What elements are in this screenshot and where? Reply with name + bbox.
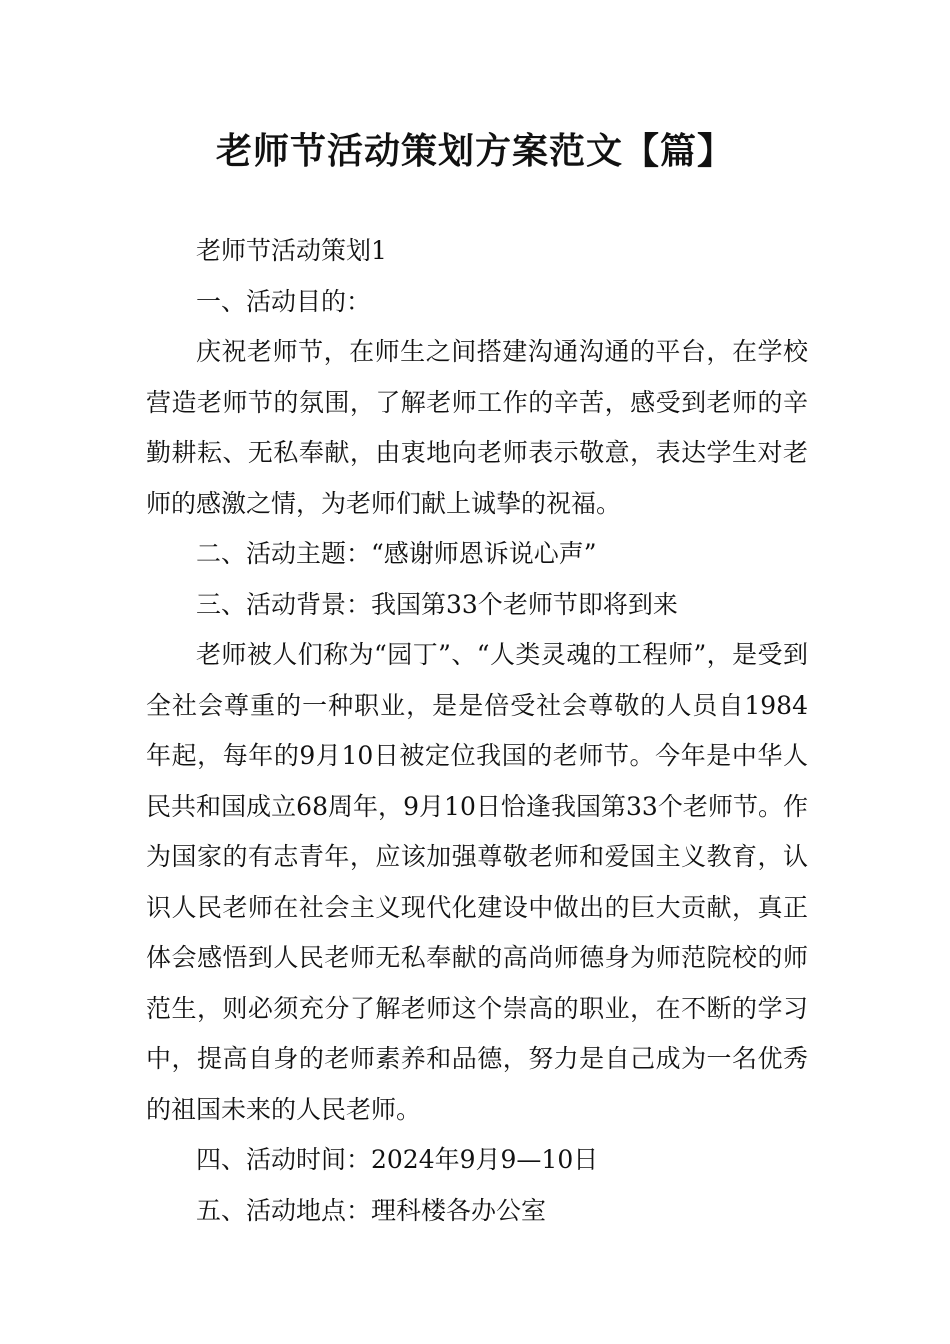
- document-title: 老师节活动策划方案范文【篇】: [215, 131, 734, 172]
- paragraph-background: 老师被人们称为“园丁”、“人类灵魂的工程师”，是受到全社会尊重的一种职业，是是倍受社会尊敬的人员自1984年起，每年的9月10日被定位我国的老师节。今年是中华人民共和国成立68周年，9月10日恰逢我国第33个老师节。作为国家的有志青年，应该加强尊敬老师和爱国主义教育，认识人民老师在社会主义现代化建设中做出的巨大贡献，真正体会感悟到人民老师无私奉献的高尚师德身为师范院校的师范生，则必须充分了解老师这个崇高的职业，在不断的学习中，提高自身的老师素养和品德，努力是自己成为一名优秀的祖国未来的人民老师。: [146, 640, 808, 1124]
- section-heading-theme: 二、活动主题：“感谢师恩诉说心声”: [196, 539, 597, 568]
- document-body: [146, 226, 808, 1236]
- section-heading-location: 五、活动地点：理科楼各办公室: [196, 1195, 547, 1225]
- section-heading-purpose: 一、活动目的：: [196, 286, 372, 316]
- section-heading-background: 三、活动背景：我国第33个老师节即将到来: [196, 589, 678, 619]
- section-heading-plan-1: 老师节活动策划1: [196, 236, 387, 265]
- section-heading-time: 四、活动时间：2024年9月9—10日: [196, 1145, 599, 1174]
- paragraph-purpose: 庆祝老师节，在师生之间搭建沟通沟通的平台，在学校营造老师节的氛围，了解老师工作的辛苦，感受到老师的辛勤耕耘、无私奉献，由衷地向老师表示敬意，表达学生对老师的感激之情，为老师们献上诚挚的祝福。: [146, 337, 808, 518]
